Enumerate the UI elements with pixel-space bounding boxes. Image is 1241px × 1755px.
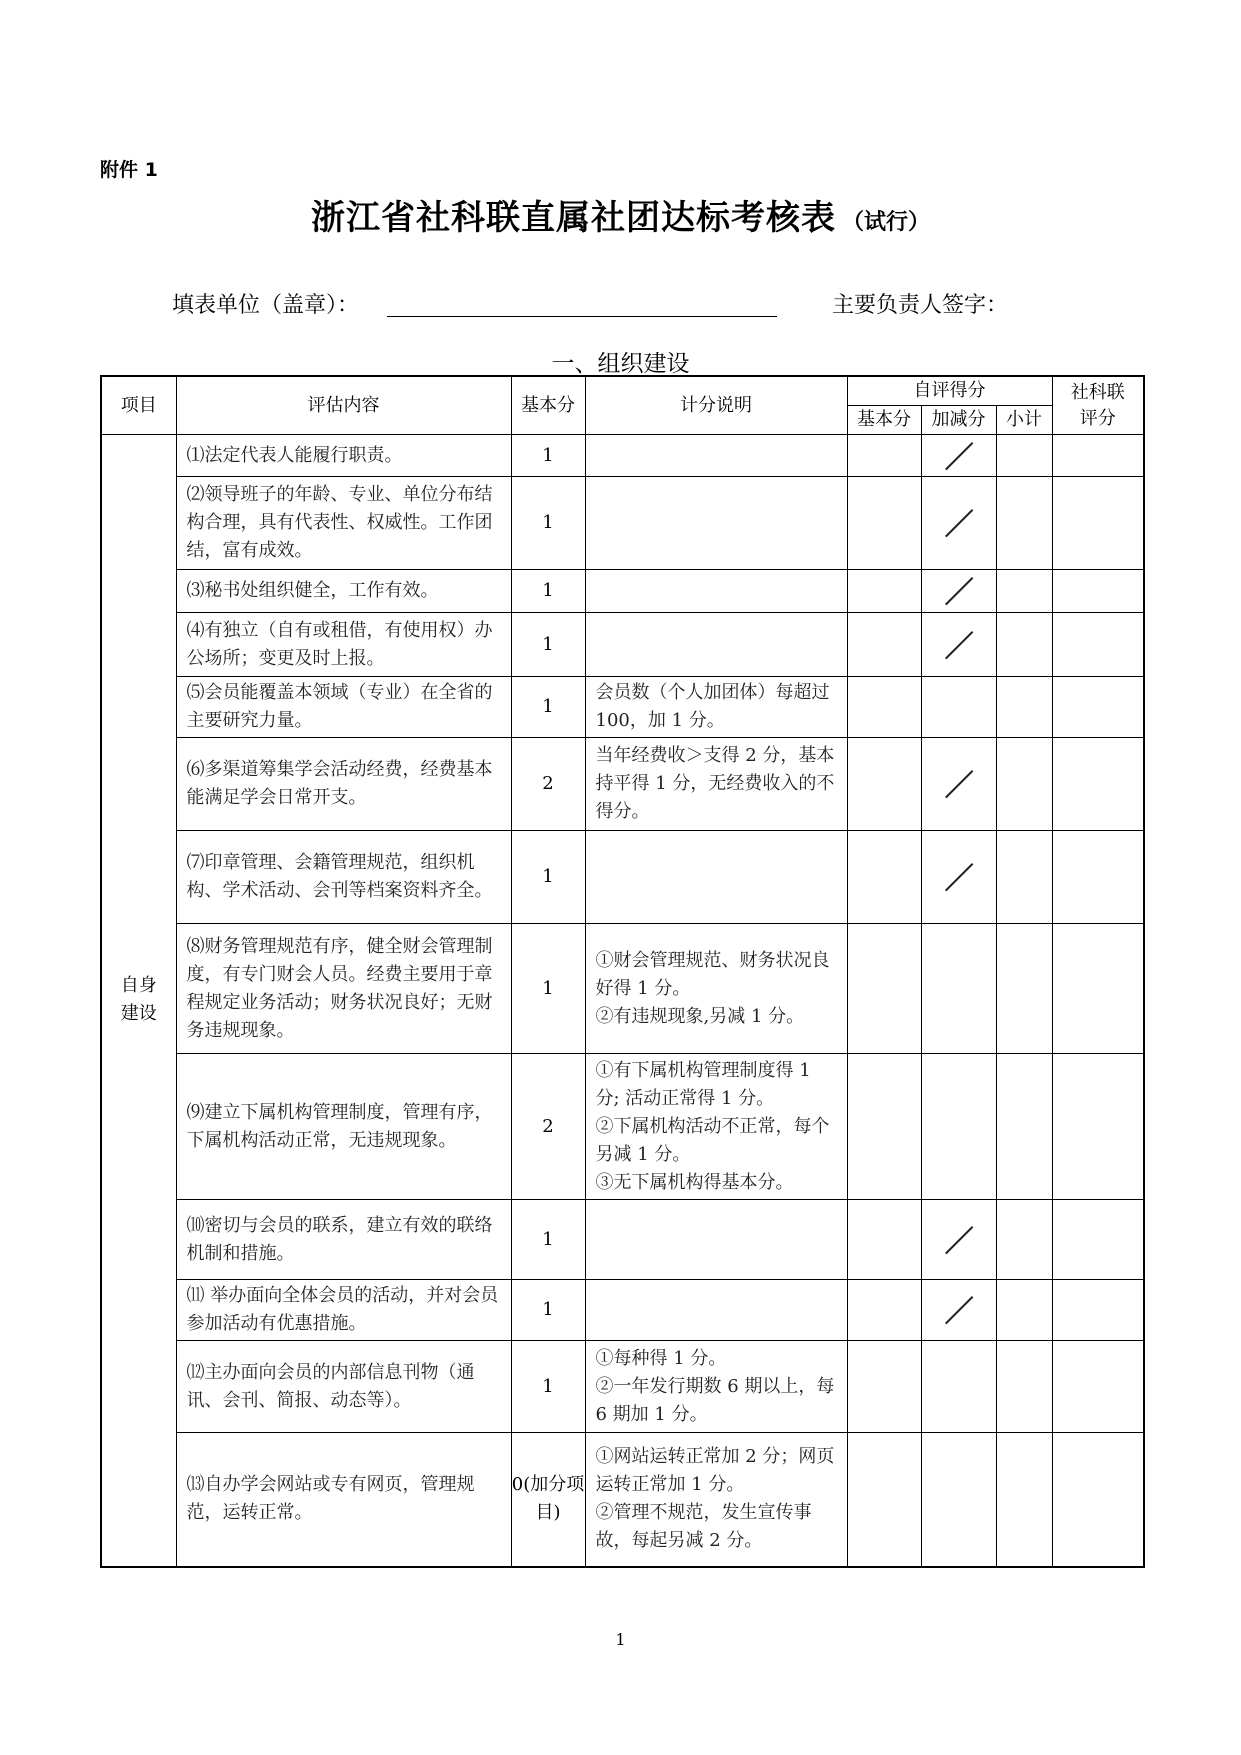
self-plus-cell [921, 1280, 996, 1341]
note-cell: 会员数（个人加团体）每超过 100，加 1 分。 [585, 677, 847, 738]
content-cell: ⑷有独立（自有或租借，有使用权）办公场所；变更及时上报。 [176, 613, 511, 677]
self-subtotal-cell[interactable] [996, 1054, 1052, 1200]
table-row [101, 1341, 1144, 1433]
self-plus-cell[interactable] [921, 1341, 996, 1433]
base-score-cell: 2 [511, 1054, 585, 1200]
self-base-cell[interactable] [847, 570, 921, 613]
page-number: 1 [615, 1630, 626, 1649]
note-cell [585, 1280, 847, 1341]
self-plus-cell [921, 477, 996, 570]
note-cell [585, 435, 847, 477]
category-cell: 自身 建设 [101, 435, 176, 1567]
note-cell: 当年经费收＞支得 2 分，基本持平得 1 分，无经费收入的不得分。 [585, 738, 847, 831]
title-main: 浙江省社科联直属社团达标考核表 [310, 198, 836, 238]
header-self-score: 自评得分 [847, 376, 1052, 406]
base-score-cell: 1 [511, 1341, 585, 1433]
self-subtotal-cell[interactable] [996, 1433, 1052, 1567]
self-base-cell[interactable] [847, 831, 921, 924]
self-plus-cell [921, 1200, 996, 1280]
base-score-cell: 1 [511, 1200, 585, 1280]
self-base-cell[interactable] [847, 613, 921, 677]
note-cell [585, 570, 847, 613]
slash-mark [945, 1226, 973, 1254]
content-cell: ⑽密切与会员的联系，建立有效的联络机制和措施。 [176, 1200, 511, 1280]
self-plus-cell [921, 738, 996, 831]
unit-fill-underline[interactable] [387, 316, 777, 317]
table-body [101, 435, 1144, 1567]
table-row [101, 677, 1144, 738]
attachment-label: 附件 1 [100, 159, 158, 181]
skl-score-cell[interactable] [1052, 477, 1144, 570]
base-score-cell: 1 [511, 831, 585, 924]
header-self-base: 基本分 [847, 406, 921, 435]
header-self-plus: 加减分 [921, 406, 996, 435]
skl-score-cell[interactable] [1052, 924, 1144, 1054]
content-cell: ⑴法定代表人能履行职责。 [176, 435, 511, 477]
note-cell [585, 613, 847, 677]
table-row [101, 477, 1144, 570]
base-score-cell: 0(加分项目) [511, 1433, 585, 1567]
self-base-cell[interactable] [847, 924, 921, 1054]
table-row [101, 1054, 1144, 1200]
table-row [101, 435, 1144, 477]
self-plus-cell [921, 831, 996, 924]
title-sub: （试行） [841, 210, 930, 235]
signature-label: 主要负责人签字： [832, 293, 1009, 318]
document-title [0, 190, 1241, 239]
self-plus-cell [921, 613, 996, 677]
header-note: 计分说明 [585, 376, 847, 435]
self-plus-cell[interactable] [921, 924, 996, 1054]
content-cell: ⑹多渠道筹集学会活动经费，经费基本能满足学会日常开支。 [176, 738, 511, 831]
slash-mark [945, 863, 973, 891]
self-subtotal-cell[interactable] [996, 677, 1052, 738]
self-base-cell[interactable] [847, 477, 921, 570]
base-score-cell: 1 [511, 613, 585, 677]
base-score-cell: 1 [511, 1280, 585, 1341]
skl-score-cell[interactable] [1052, 831, 1144, 924]
slash-mark [945, 442, 973, 470]
skl-score-cell[interactable] [1052, 1341, 1144, 1433]
section-title: 一、组织建设 [551, 351, 690, 377]
skl-score-cell[interactable] [1052, 738, 1144, 831]
slash-mark [945, 509, 973, 537]
header-content: 评估内容 [176, 376, 511, 435]
table-row [101, 1280, 1144, 1341]
self-subtotal-cell[interactable] [996, 1200, 1052, 1280]
assessment-table [100, 375, 1145, 1568]
content-cell: ⑿主办面向会员的内部信息刊物（通讯、会刊、简报、动态等）。 [176, 1341, 511, 1433]
content-cell: ⑺印章管理、会籍管理规范，组织机构、学术活动、会刊等档案资料齐全。 [176, 831, 511, 924]
content-cell: ⑶秘书处组织健全，工作有效。 [176, 570, 511, 613]
note-cell [585, 1200, 847, 1280]
table-row [101, 1433, 1144, 1567]
skl-score-cell[interactable] [1052, 1280, 1144, 1341]
slash-mark [945, 1296, 973, 1324]
self-base-cell[interactable] [847, 435, 921, 477]
note-cell [585, 477, 847, 570]
self-plus-cell[interactable] [921, 677, 996, 738]
self-subtotal-cell[interactable] [996, 831, 1052, 924]
self-subtotal-cell[interactable] [996, 1280, 1052, 1341]
content-cell: ⑼建立下属机构管理制度，管理有序，下属机构活动正常，无违规现象。 [176, 1054, 511, 1200]
base-score-cell: 1 [511, 677, 585, 738]
table-row [101, 738, 1144, 831]
base-score-cell: 1 [511, 570, 585, 613]
self-subtotal-cell[interactable] [996, 477, 1052, 570]
slash-mark [945, 577, 973, 605]
skl-score-cell[interactable] [1052, 570, 1144, 613]
header-self-subtotal: 小计 [996, 406, 1052, 435]
header-base: 基本分 [511, 376, 585, 435]
table-row [101, 1200, 1144, 1280]
self-base-cell[interactable] [847, 1054, 921, 1200]
self-plus-cell [921, 435, 996, 477]
self-plus-cell[interactable] [921, 1054, 996, 1200]
skl-score-cell[interactable] [1052, 1200, 1144, 1280]
note-cell: ①每种得 1 分。 ②一年发行期数 6 期以上，每 6 期加 1 分。 [585, 1341, 847, 1433]
self-subtotal-cell[interactable] [996, 570, 1052, 613]
self-base-cell[interactable] [847, 738, 921, 831]
note-cell: ①财会管理规范、财务状况良好得 1 分。 ②有违规现象,另减 1 分。 [585, 924, 847, 1054]
slash-mark [945, 770, 973, 798]
table-row [101, 570, 1144, 613]
skl-score-cell[interactable] [1052, 435, 1144, 477]
content-cell: ⒀自办学会网站或专有网页，管理规范，运转正常。 [176, 1433, 511, 1567]
header-skl-score: 社科联 评分 [1052, 376, 1144, 435]
self-subtotal-cell[interactable] [996, 924, 1052, 1054]
self-base-cell[interactable] [847, 1200, 921, 1280]
content-cell: ⑻财务管理规范有序，健全财会管理制度，有专门财会人员。经费主要用于章程规定业务活动；财务状况良好；无财务违规现象。 [176, 924, 511, 1054]
content-cell: ⑵领导班子的年龄、专业、单位分布结构合理，具有代表性、权威性。工作团结，富有成效。 [176, 477, 511, 570]
base-score-cell: 1 [511, 924, 585, 1054]
self-subtotal-cell[interactable] [996, 738, 1052, 831]
self-base-cell[interactable] [847, 1433, 921, 1567]
content-cell: ⑾ 举办面向全体会员的活动，并对会员参加活动有优惠措施。 [176, 1280, 511, 1341]
self-subtotal-cell[interactable] [996, 613, 1052, 677]
note-cell: ①网站运转正常加 2 分；网页运转正常加 1 分。 ②管理不规范，发生宣传事故，每起另减 2 分。 [585, 1433, 847, 1567]
note-cell [585, 831, 847, 924]
base-score-cell: 2 [511, 738, 585, 831]
skl-score-cell[interactable] [1052, 1433, 1144, 1567]
self-subtotal-cell[interactable] [996, 435, 1052, 477]
header-item: 项目 [101, 376, 176, 435]
slash-mark [945, 631, 973, 659]
base-score-cell: 1 [511, 477, 585, 570]
skl-score-cell[interactable] [1052, 613, 1144, 677]
self-subtotal-cell[interactable] [996, 1341, 1052, 1433]
unit-label: 填表单位（盖章）： [172, 293, 360, 318]
content-cell: ⑸会员能覆盖本领域（专业）在全省的主要研究力量。 [176, 677, 511, 738]
self-base-cell[interactable] [847, 1280, 921, 1341]
self-base-cell[interactable] [847, 1341, 921, 1433]
skl-score-cell[interactable] [1052, 1054, 1144, 1200]
table-row [101, 613, 1144, 677]
note-cell: ①有下属机构管理制度得 1 分; 活动正常得 1 分。 ②下属机构活动不正常，每个另减 1 分。 ③无下属机构得基本分。 [585, 1054, 847, 1200]
base-score-cell: 1 [511, 435, 585, 477]
table-row [101, 831, 1144, 924]
self-plus-cell[interactable] [921, 1433, 996, 1567]
table-row [101, 924, 1144, 1054]
skl-score-cell[interactable] [1052, 677, 1144, 738]
self-base-cell[interactable] [847, 677, 921, 738]
self-plus-cell [921, 570, 996, 613]
